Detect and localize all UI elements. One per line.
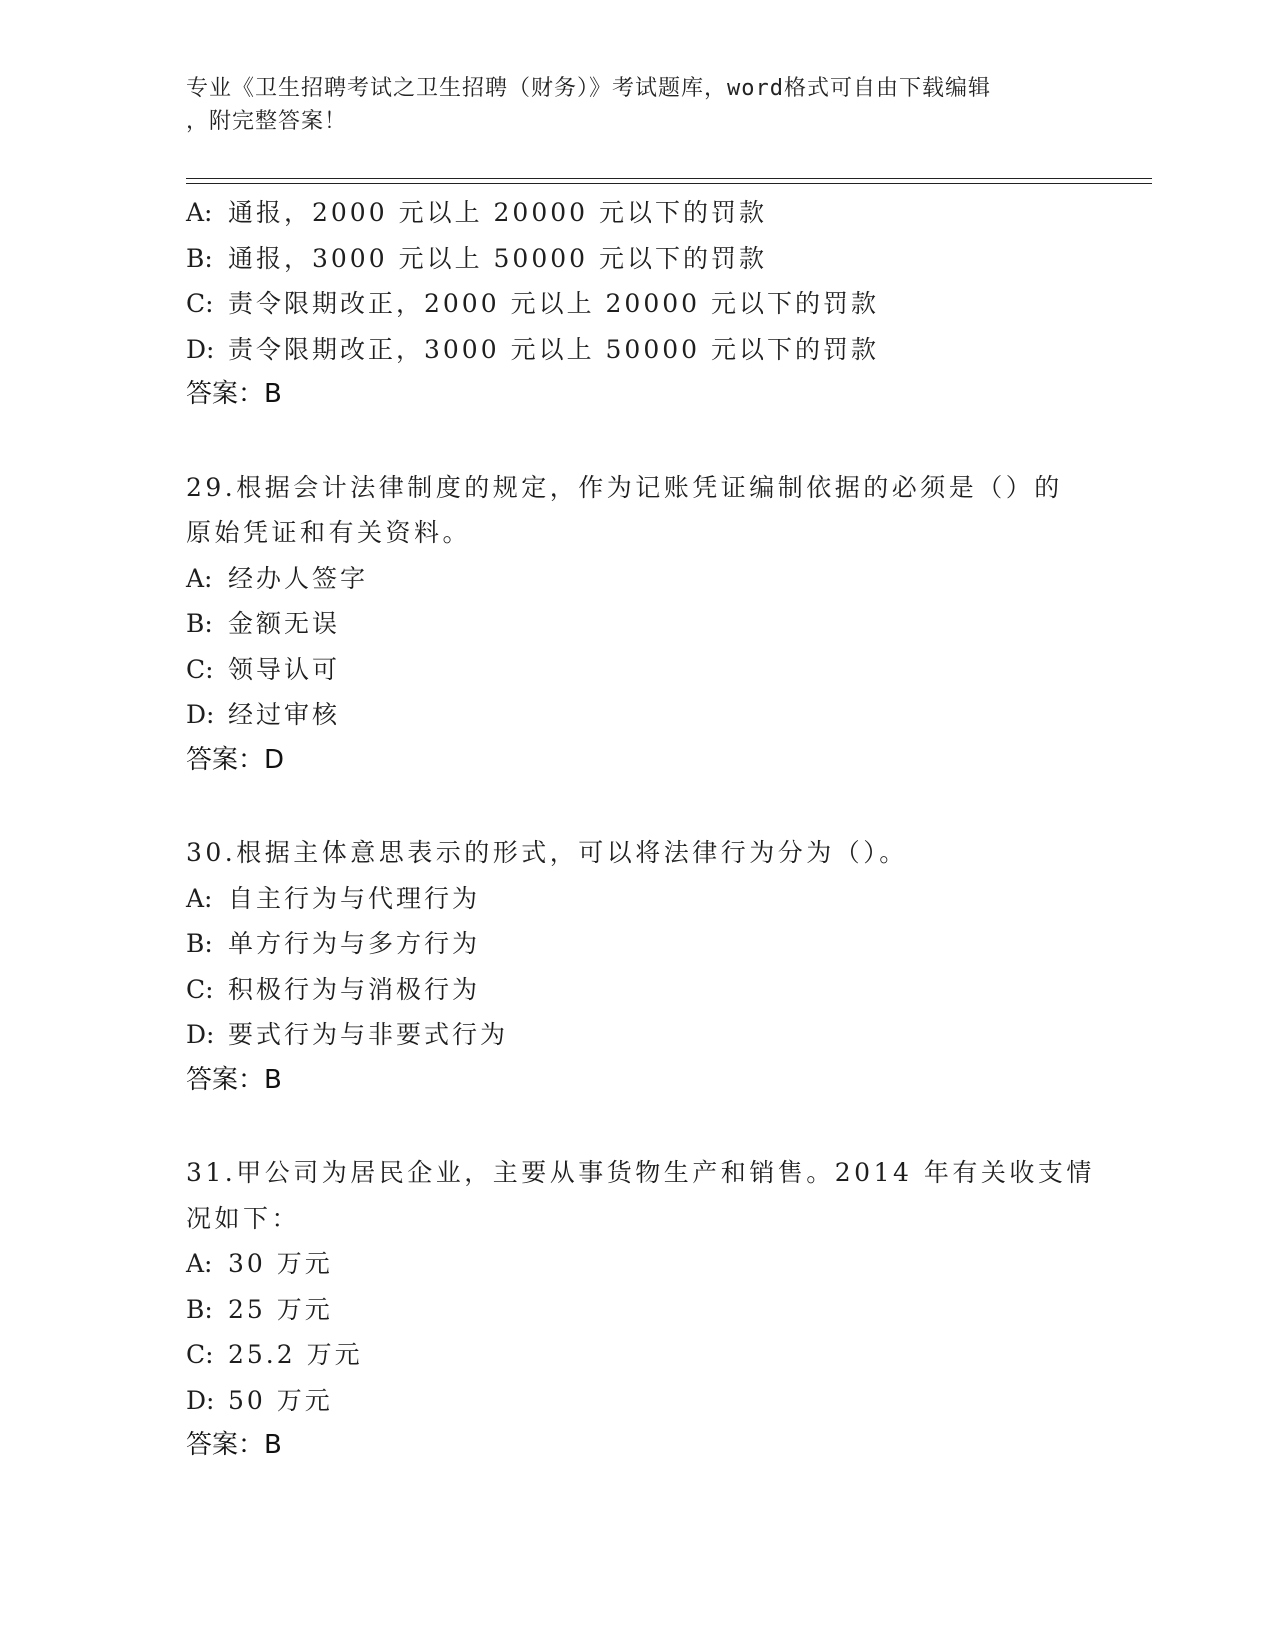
question-stem-line-1: 31.甲公司为居民企业，主要从事货物生产和销售。2014 年有关收支情	[186, 1158, 1095, 1187]
question-stem-line-2: 原始凭证和有关资料。	[186, 518, 472, 547]
option-d: D: 经过审核	[186, 700, 341, 729]
header-divider-bottom	[186, 183, 1152, 184]
question-30	[186, 830, 1136, 1103]
option-a: A: 30 万元	[186, 1249, 333, 1278]
question-29	[186, 465, 1136, 784]
option-a: A: 通报，2000 元以上 20000 元以下的罚款	[186, 198, 767, 227]
option-c: C: 领导认可	[186, 654, 341, 684]
option-d: D: 责令限期改正，3000 元以上 50000 元以下的罚款	[186, 334, 879, 364]
option-b: B: 单方行为与多方行为	[186, 929, 481, 958]
option-b: B: 通报，3000 元以上 50000 元以下的罚款	[186, 243, 767, 273]
question-28	[186, 190, 1136, 418]
option-a: A: 经办人签字	[186, 563, 369, 593]
option-c: C: 25.2 万元	[186, 1340, 363, 1369]
answer: 答案：B	[186, 1064, 282, 1095]
header-divider-top	[186, 178, 1152, 179]
header-line-1: 专业《卫生招聘考试之卫生招聘（财务）》考试题库，word格式可自由下载编辑	[186, 76, 991, 101]
question-31	[186, 1150, 1136, 1469]
question-stem-line-1: 30.根据主体意思表示的形式，可以将法律行为分为（）。	[186, 838, 908, 867]
question-stem-line-2: 况如下：	[186, 1203, 301, 1233]
question-list	[186, 190, 1136, 1469]
option-d: D: 要式行为与非要式行为	[186, 1020, 509, 1049]
option-a: A: 自主行为与代理行为	[186, 883, 481, 913]
option-d: D: 50 万元	[186, 1385, 333, 1415]
question-stem-line-1: 29.根据会计法律制度的规定，作为记账凭证编制依据的必须是（）的	[186, 472, 1063, 502]
option-b: B: 金额无误	[186, 609, 341, 638]
option-c: C: 积极行为与消极行为	[186, 974, 481, 1004]
option-c: C: 责令限期改正，2000 元以上 20000 元以下的罚款	[186, 289, 879, 318]
document-header	[186, 72, 1066, 138]
answer: 答案：B	[186, 379, 282, 409]
answer: 答案：D	[186, 744, 285, 775]
header-line-2: ，附完整答案！	[186, 109, 348, 134]
option-b: B: 25 万元	[186, 1294, 333, 1324]
answer: 答案：B	[186, 1430, 282, 1460]
